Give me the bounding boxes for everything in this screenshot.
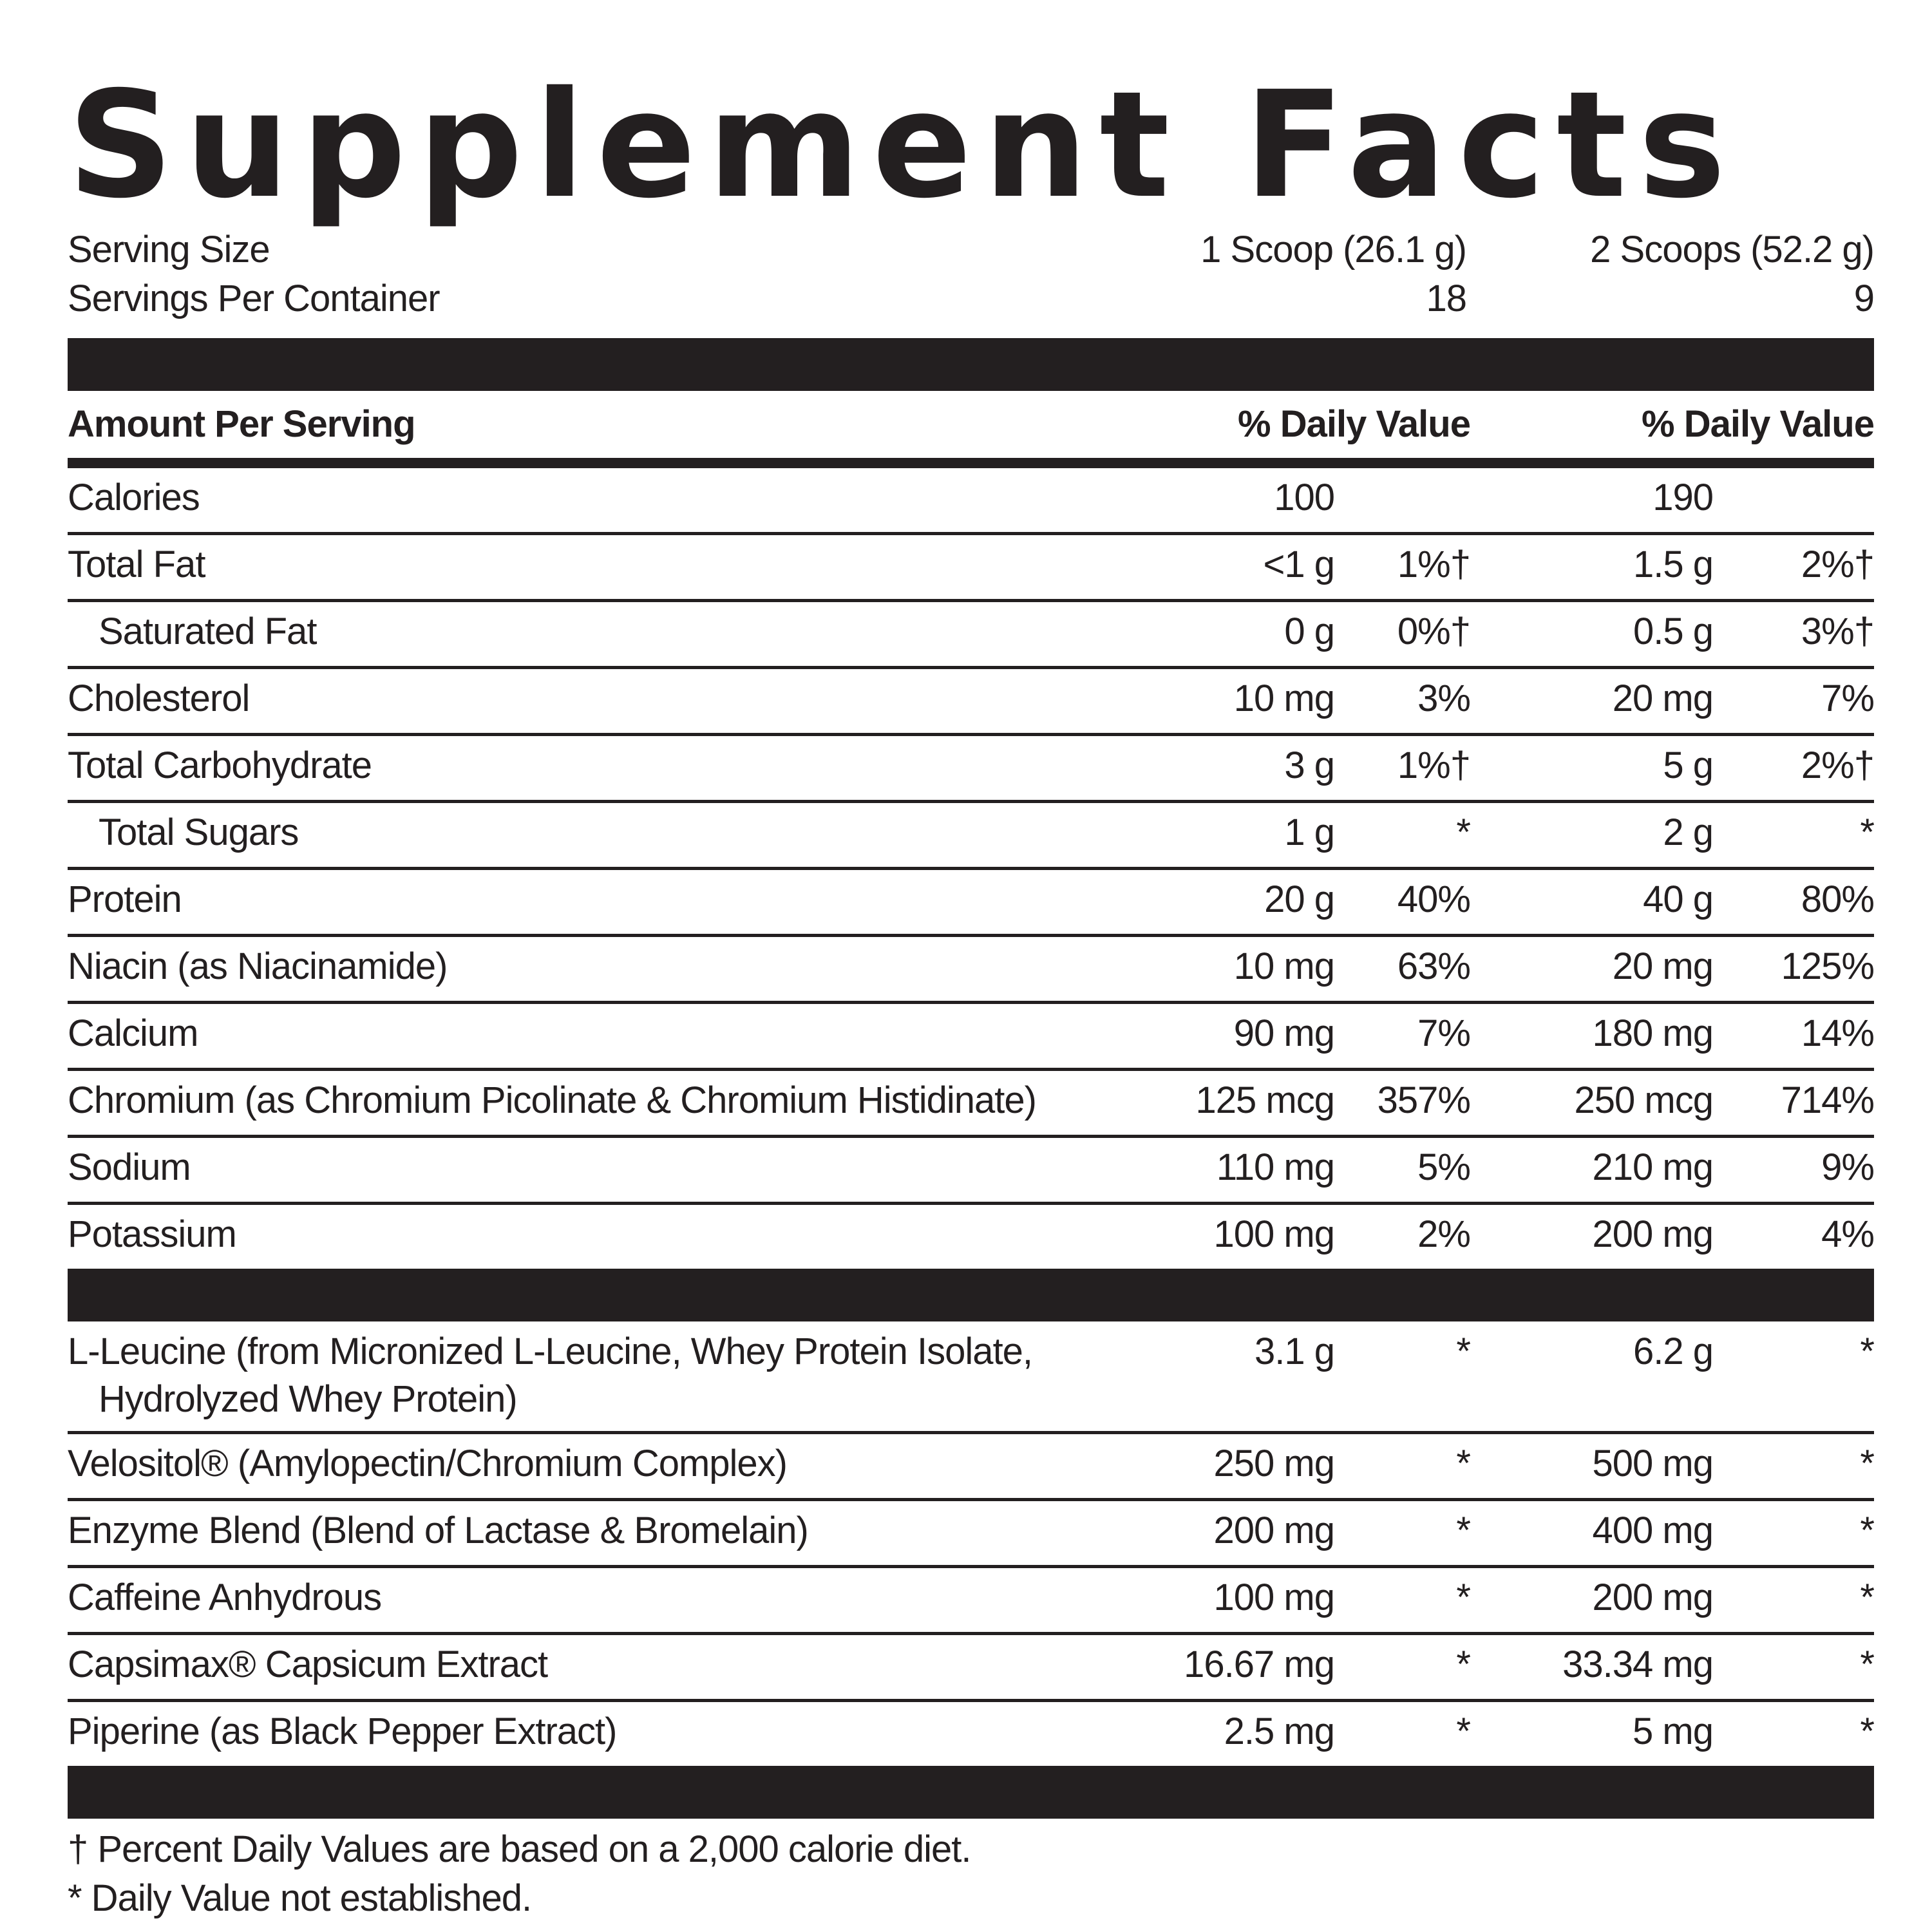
amount-2: 33.34 mg	[1562, 1643, 1713, 1685]
panel-title: Supplement Facts	[68, 59, 1738, 231]
daily-value-1: 7%	[1417, 1012, 1470, 1054]
footnotes	[68, 1825, 1874, 1923]
nutrient-row	[68, 602, 1874, 669]
daily-value-1: *	[1456, 1643, 1470, 1685]
amount-per-serving-label: Amount Per Serving	[68, 403, 415, 445]
amount-1: 10 mg	[1233, 945, 1334, 987]
amount-2: 40 g	[1643, 878, 1713, 920]
daily-value-2: *	[1860, 1443, 1874, 1484]
daily-value-1: 3%	[1417, 677, 1470, 719]
daily-value-1: *	[1456, 1710, 1470, 1752]
amount-1: 100 mg	[1213, 1577, 1334, 1618]
amount-2: 200 mg	[1592, 1213, 1713, 1255]
amount-2: 190	[1653, 477, 1713, 518]
supplement-facts-panel	[68, 59, 1874, 1923]
daily-value-1: 0%†	[1397, 611, 1470, 652]
ingredient-name: Enzyme Blend (Blend of Lactase & Bromelain)	[68, 1510, 808, 1551]
daily-value-header-1: % Daily Value	[1238, 403, 1470, 445]
amount-1: 100 mg	[1213, 1213, 1334, 1255]
daily-value-1: *	[1456, 1510, 1470, 1551]
nutrient-row	[68, 1071, 1874, 1138]
daily-value-2: 2%†	[1801, 544, 1874, 585]
ingredient-row	[68, 1501, 1874, 1568]
serving-size-label: Serving Size	[68, 229, 270, 270]
daily-value-1: 63%	[1397, 945, 1470, 987]
serving-size-2: 2 Scoops (52.2 g)	[1590, 229, 1874, 270]
daily-value-2: *	[1860, 1577, 1874, 1618]
dagger-footnote: † Percent Daily Values are based on a 2,000 calorie diet.	[68, 1828, 971, 1870]
amount-1: 20 g	[1264, 878, 1334, 920]
daily-value-1: 2%	[1417, 1213, 1470, 1255]
daily-value-1: *	[1456, 1331, 1470, 1372]
daily-value-1: *	[1456, 811, 1470, 853]
amount-2: 20 mg	[1612, 677, 1713, 719]
daily-value-2: 80%	[1801, 878, 1874, 920]
nutrient-row	[68, 1205, 1874, 1269]
daily-value-2: *	[1860, 811, 1874, 853]
daily-value-2: *	[1860, 1643, 1874, 1685]
ingredient-name: Caffeine Anhydrous	[68, 1577, 382, 1618]
amount-2: 20 mg	[1612, 945, 1713, 987]
amount-1: 110 mg	[1216, 1146, 1334, 1188]
daily-value-2: 2%†	[1801, 744, 1874, 786]
amount-2: 5 g	[1663, 744, 1713, 786]
nutrient-name: Potassium	[68, 1213, 236, 1255]
daily-value-2: 9%	[1821, 1146, 1874, 1188]
nutrient-row	[68, 937, 1874, 1004]
amount-1: 16.67 mg	[1184, 1643, 1334, 1685]
thick-divider	[68, 338, 1874, 391]
nutrient-name: Saturated Fat	[99, 611, 317, 652]
servings-per-container-row	[68, 274, 1874, 323]
amount-2: 0.5 g	[1633, 611, 1713, 652]
nutrient-name: Total Carbohydrate	[68, 744, 372, 786]
ingredient-name: Capsimax® Capsicum Extract	[68, 1643, 548, 1685]
servings-per-container-label: Servings Per Container	[68, 278, 440, 319]
amount-1: 125 mcg	[1195, 1079, 1334, 1121]
amount-1: 3.1 g	[1255, 1331, 1334, 1372]
nutrient-row	[68, 803, 1874, 870]
daily-value-2: 3%†	[1801, 611, 1874, 652]
ingredient-row	[68, 1568, 1874, 1635]
amount-1: 90 mg	[1233, 1012, 1334, 1054]
amount-2: 200 mg	[1592, 1577, 1713, 1618]
amount-1: 1 g	[1284, 811, 1334, 853]
servings-per-container-2: 9	[1853, 278, 1874, 319]
daily-value-2: *	[1860, 1510, 1874, 1551]
nutrient-name: Protein	[68, 878, 182, 920]
nutrient-name: Cholesterol	[68, 677, 250, 719]
amount-1: 0 g	[1284, 611, 1334, 652]
amount-1: 2.5 mg	[1224, 1710, 1334, 1752]
nutrient-name: Niacin (as Niacinamide)	[68, 945, 448, 987]
amount-2: 400 mg	[1592, 1510, 1713, 1551]
medium-divider	[68, 458, 1874, 468]
amount-2: 180 mg	[1592, 1012, 1713, 1054]
daily-value-2: *	[1860, 1331, 1874, 1372]
amount-1: <1 g	[1263, 544, 1334, 585]
daily-value-1: 1%†	[1397, 744, 1470, 786]
amount-2: 210 mg	[1592, 1146, 1713, 1188]
nutrient-row	[68, 669, 1874, 736]
ingredient-table	[68, 1321, 1874, 1766]
daily-value-2: 14%	[1801, 1012, 1874, 1054]
amount-2: 1.5 g	[1633, 544, 1713, 585]
nutrient-name: Chromium (as Chromium Picolinate & Chromium Histidinate)	[68, 1079, 1036, 1121]
nutrient-name: Calcium	[68, 1012, 198, 1054]
amount-header-row	[68, 391, 1874, 458]
nutrient-row	[68, 736, 1874, 803]
servings-per-container-1: 18	[1426, 278, 1466, 319]
daily-value-1: 1%†	[1397, 544, 1470, 585]
nutrient-name: Sodium	[68, 1146, 191, 1188]
ingredient-row	[68, 1321, 1874, 1434]
daily-value-1: 357%	[1377, 1079, 1470, 1121]
ingredient-row	[68, 1434, 1874, 1501]
ingredient-row	[68, 1702, 1874, 1766]
nutrient-row	[68, 870, 1874, 937]
amount-1: 10 mg	[1233, 677, 1334, 719]
nutrient-table	[68, 468, 1874, 1269]
nutrient-name: Total Fat	[68, 544, 205, 585]
nutrient-name: Calories	[68, 477, 200, 518]
nutrient-row	[68, 1004, 1874, 1071]
daily-value-header-2: % Daily Value	[1642, 403, 1874, 445]
thick-divider	[68, 1269, 1874, 1321]
nutrient-row	[68, 1138, 1874, 1205]
daily-value-2: 714%	[1781, 1079, 1874, 1121]
daily-value-1: 5%	[1417, 1146, 1470, 1188]
serving-size-1: 1 Scoop (26.1 g)	[1200, 229, 1466, 270]
amount-2: 250 mcg	[1574, 1079, 1713, 1121]
daily-value-1: 40%	[1397, 878, 1470, 920]
daily-value-2: 125%	[1781, 945, 1874, 987]
daily-value-2: *	[1860, 1710, 1874, 1752]
ingredient-row	[68, 1635, 1874, 1702]
asterisk-footnote: * Daily Value not established.	[68, 1877, 532, 1919]
amount-1: 250 mg	[1213, 1443, 1334, 1484]
amount-1: 100	[1274, 477, 1334, 518]
amount-2: 500 mg	[1592, 1443, 1713, 1484]
amount-2: 6.2 g	[1633, 1331, 1713, 1372]
nutrient-name: Total Sugars	[99, 811, 299, 853]
daily-value-1: *	[1456, 1443, 1470, 1484]
amount-1: 200 mg	[1213, 1510, 1334, 1551]
nutrient-row	[68, 535, 1874, 602]
serving-size-row	[68, 225, 1874, 274]
nutrient-row	[68, 468, 1874, 535]
ingredient-name-line-2: Hydrolyzed Whey Protein)	[99, 1378, 517, 1420]
daily-value-2: 4%	[1821, 1213, 1874, 1255]
daily-value-2: 7%	[1821, 677, 1874, 719]
daily-value-1: *	[1456, 1577, 1470, 1618]
ingredient-name: Piperine (as Black Pepper Extract)	[68, 1710, 617, 1752]
thick-divider	[68, 1766, 1874, 1819]
ingredient-name: Velositol® (Amylopectin/Chromium Complex)	[68, 1443, 787, 1484]
amount-2: 5 mg	[1633, 1710, 1713, 1752]
ingredient-name-line-1: L-Leucine (from Micronized L-Leucine, Whey Protein Isolate,	[68, 1331, 1033, 1372]
amount-2: 2 g	[1663, 811, 1713, 853]
amount-1: 3 g	[1284, 744, 1334, 786]
ingredient-name	[68, 1328, 1032, 1423]
